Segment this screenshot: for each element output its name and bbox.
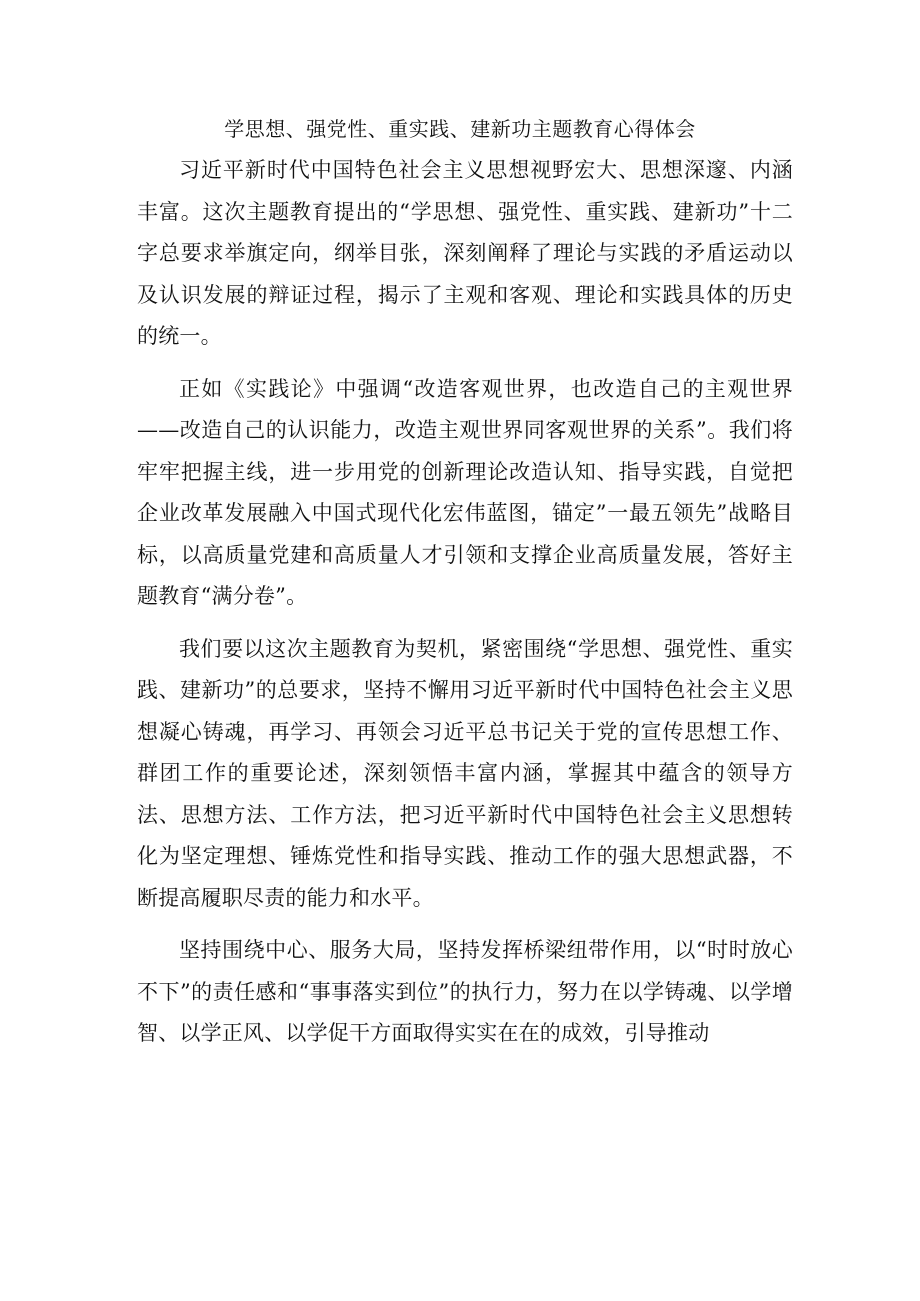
paragraph-3: 我们要以这次主题教育为契机，紧密围绕“学思想、强党性、重实践、建新功”的总要求，坚持不懈用习近平新时代中国特色社会主义思想凝心铸魂，再学习、再领会习近平总书记关于党的宣传思想工作、群团工作的重要论述，深刻领悟丰富内涵，掌握其中蕴含的领导方法、思想方法、工作方法，把习近平新时代中国特色社会主义思想转化为坚定理想、锤炼党性和指导实践、推动工作的强大思想武器，不断提高履职尽责的能力和水平。 — [137, 636, 793, 910]
paragraph-1: 习近平新时代中国特色社会主义思想视野宏大、思想深邃、内涵丰富。这次主题教育提出的“学思想、强党性、重实践、建新功”十二字总要求举旗定向，纲举目张，深刻阐释了理论与实践的矛盾运动以及认识发展的辩证过程，揭示了主观和客观、理论和实践具体的历史的统一。 — [137, 158, 793, 348]
document-body — [137, 150, 793, 1066]
paragraph-2: 正如《实践论》中强调“改造客观世界，也改造自己的主观世界——改造自己的认识能力，改造主观世界同客观世界的关系”。我们将牢牢把握主线，进一步用党的创新理论改造认知、指导实践，自觉把企业改革发展融入中国式现代化宏伟蓝图，锚定”一最五领先”战略目标，以高质量党建和高质量人才引领和支撑企业高质量发展，答好主题教育“满分卷”。 — [137, 376, 793, 608]
paragraph-4: 坚持围绕中心、服务大局，坚持发挥桥梁纽带作用，以“时时放心不下”的责任感和“事事落实到位”的执行力，努力在以学铸魂、以学增智、以学正风、以学促干方面取得实实在在的成效，引导推动 — [137, 938, 793, 1045]
document-title: 学思想、强党性、重实践、建新功主题教育心得体会 — [224, 117, 696, 141]
